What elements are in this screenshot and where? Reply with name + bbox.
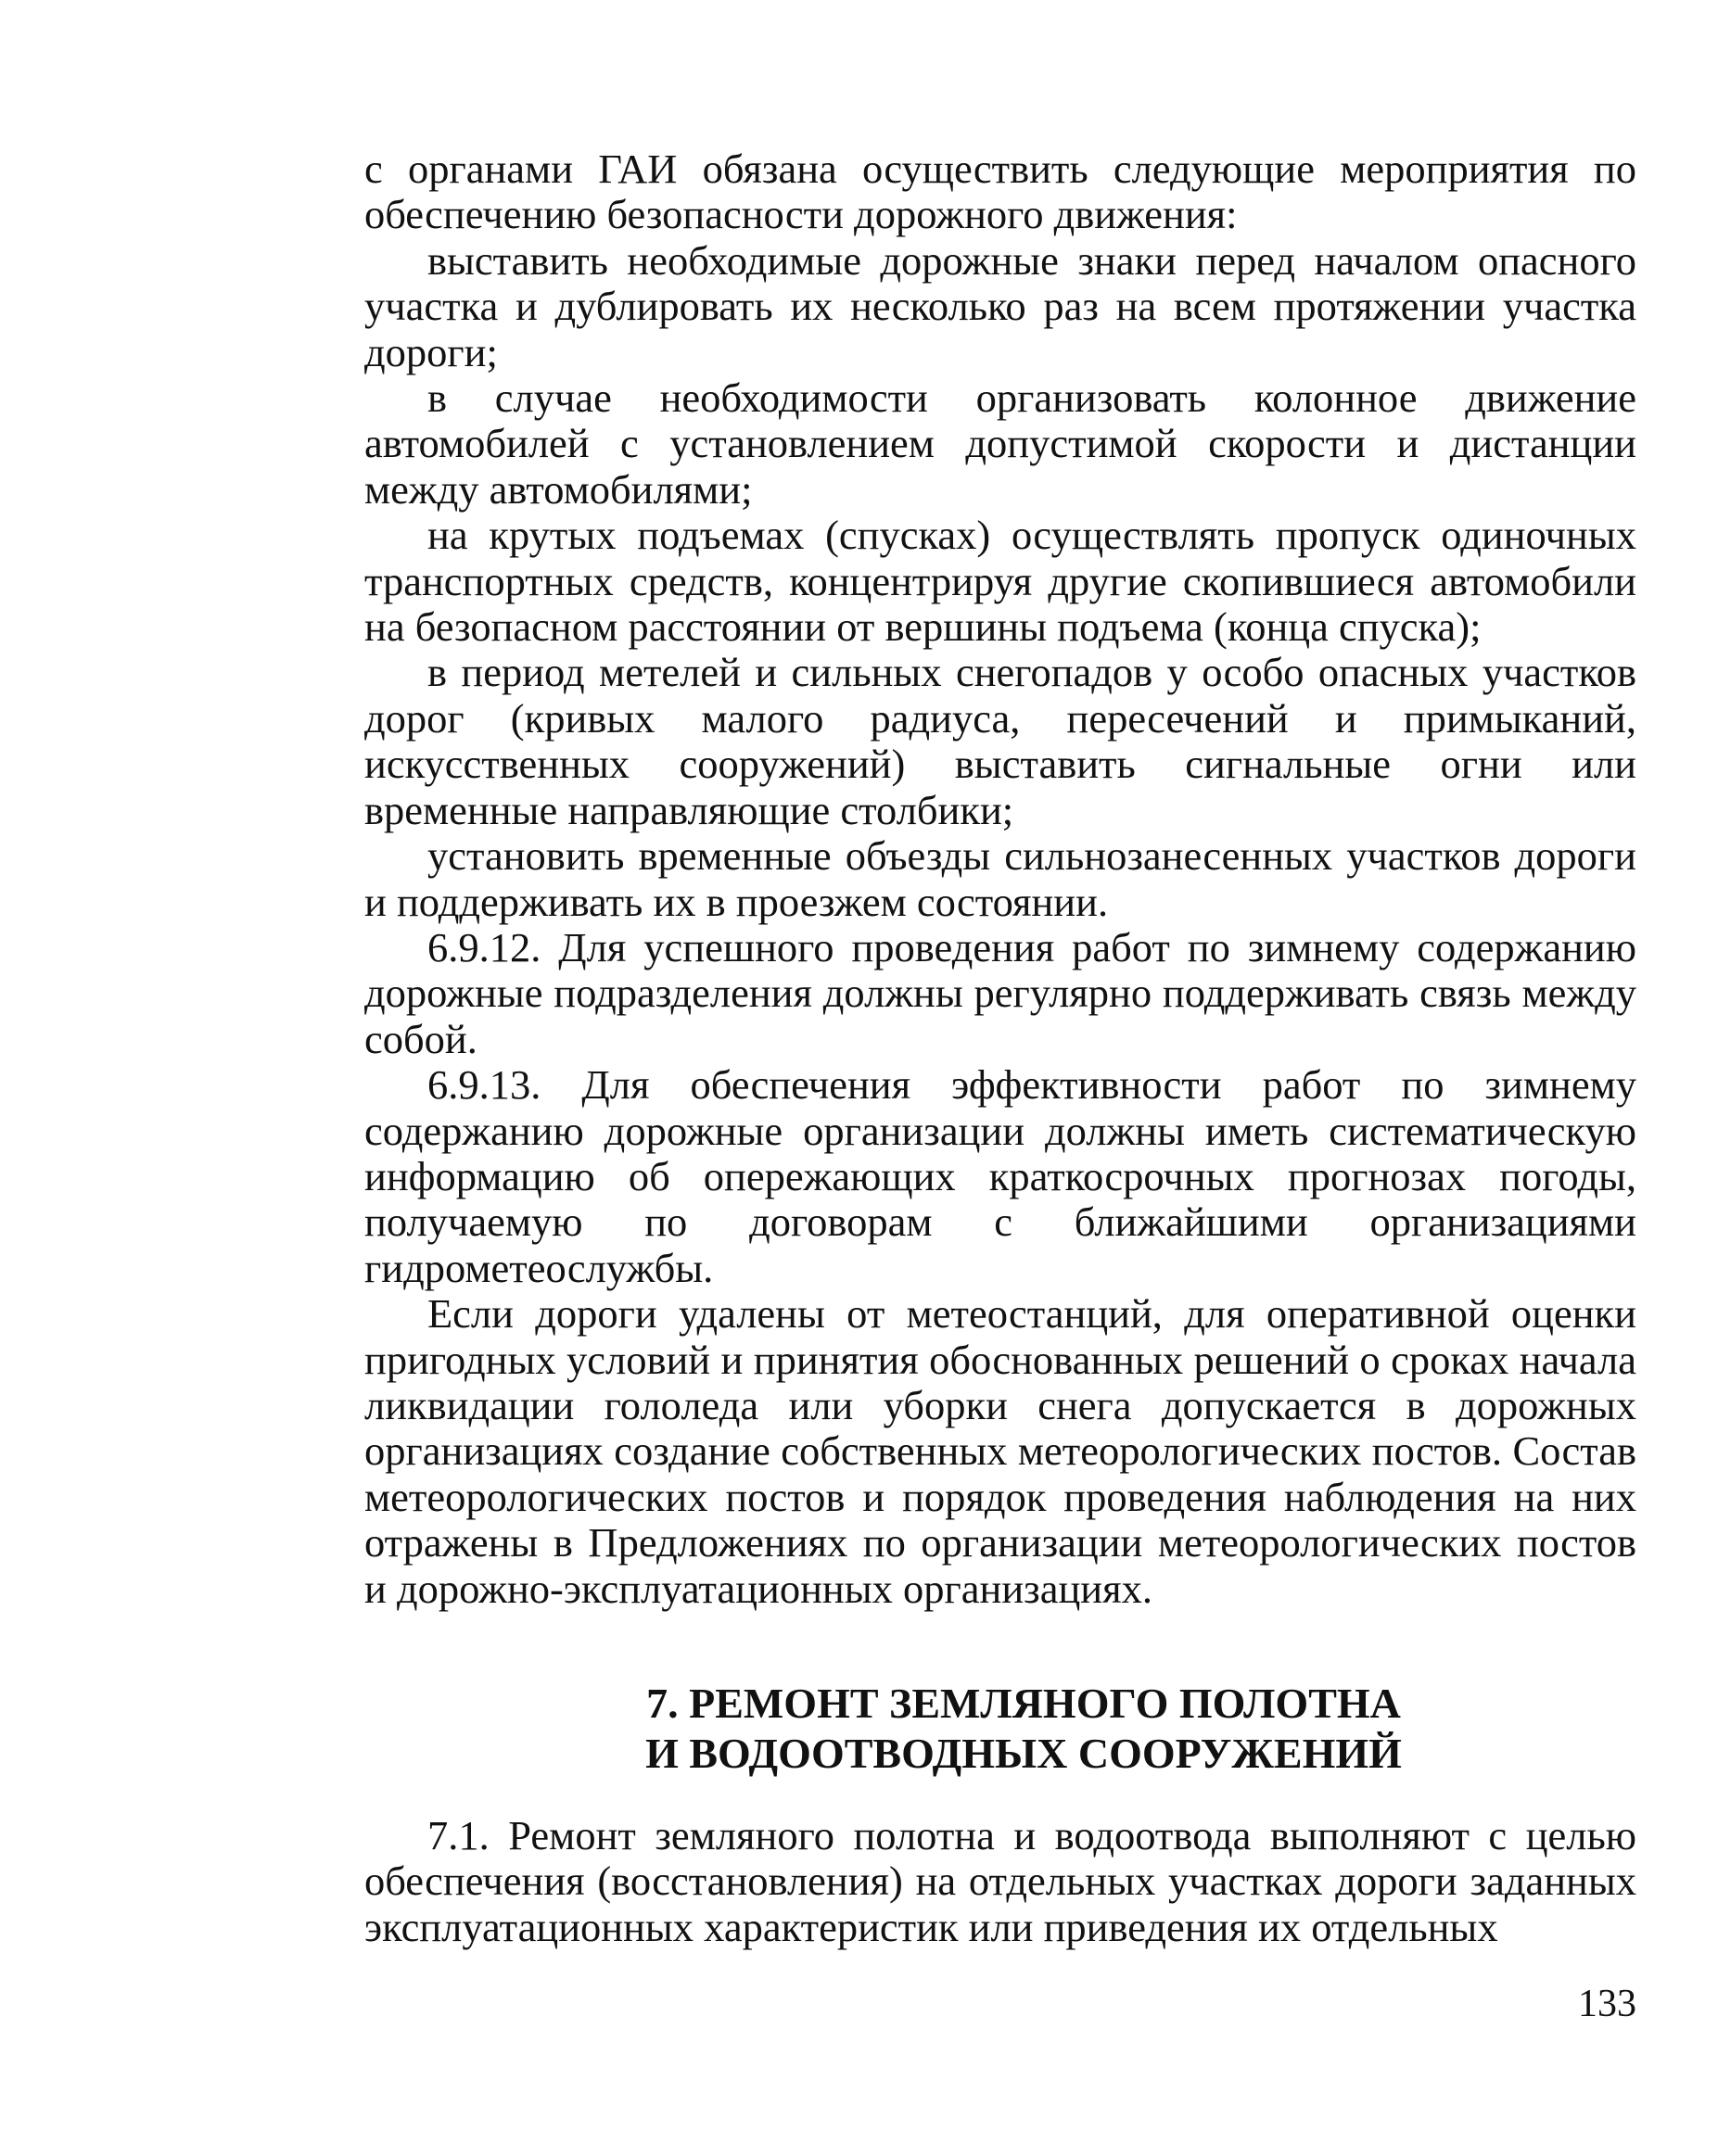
paragraph-6-9-13: 6.9.13. Для обеспечения эффективности работ по зимнему содержанию дорожные организации должны иметь систематическую информацию об опережающих краткосрочных прогнозах погоды, получаемую по договорам с ближайшими организациями гидрометеослужбы.	[364, 1061, 1636, 1291]
paragraph-6-9-12: 6.9.12. Для успешного проведения работ по зимнему содержанию дорожные подразделения должны регулярно поддерживать связь между собой.	[364, 923, 1636, 1062]
section-heading-line-2: И ВОДООТВОДНЫХ СООРУЖЕНИЙ	[645, 1730, 1402, 1777]
section-heading-line-1: 7. РЕМОНТ ЗЕМЛЯНОГО ПОЛОТНА	[646, 1680, 1401, 1727]
paragraph-7-1: 7.1. Ремонт земляного полотна и водоотвода выполняют с целью обеспечения (восстановления) на отдельных участках дороги заданных эксплуатационных характеристик или приведения их отдельных	[364, 1812, 1636, 1950]
body-text	[364, 146, 1636, 1612]
paragraph-convoy-movement: в случае необходимости организовать колонное движение автомобилей с установлением допустимой скорости и дистанции между автомобилями;	[364, 374, 1636, 513]
paragraph-steep-slopes: на крутых подъемах (спусках) осуществлять пропуск одиночных транспортных средств, концентрируя другие скопившиеся автомобили на безопасном расстоянии от вершины подъема (конца спуска);	[364, 512, 1636, 651]
paragraph-blizzards: в период метелей и сильных снегопадов у особо опасных участков дорог (кривых малого радиуса, пересечений и примыканий, искусственных сооружений) выставить сигнальные огни или временные направляющие столбики;	[364, 649, 1636, 833]
paragraph-detours: установить временные объезды сильнозанесенных участков дороги и поддерживать их в проезжем состоянии.	[364, 832, 1636, 925]
section-heading	[364, 1679, 1636, 1779]
paragraph-meteo-posts: Если дороги удалены от метеостанций, для оперативной оценки пригодных условий и принятия обоснованных решений о сроках начала ликвидации гололеда или уборки снега допускается в дорожных организациях создание собственных метеорологических постов. Состав метеорологических постов и порядок проведения наблюдения на них отражены в Предложениях по организации метеорологических постов и дорожно-эксплуатационных организациях.	[364, 1290, 1636, 1612]
section-body-text	[364, 1813, 1636, 1950]
page-number: 133	[1578, 1983, 1636, 2025]
paragraph-continuation: с органами ГАИ обязана осуществить следующие мероприятия по обеспечению безопасности дорожного движения:	[364, 146, 1636, 238]
paragraph-road-signs: выставить необходимые дорожные знаки перед началом опасного участка и дублировать их несколько раз на всем протяжении участка дороги;	[364, 236, 1636, 375]
